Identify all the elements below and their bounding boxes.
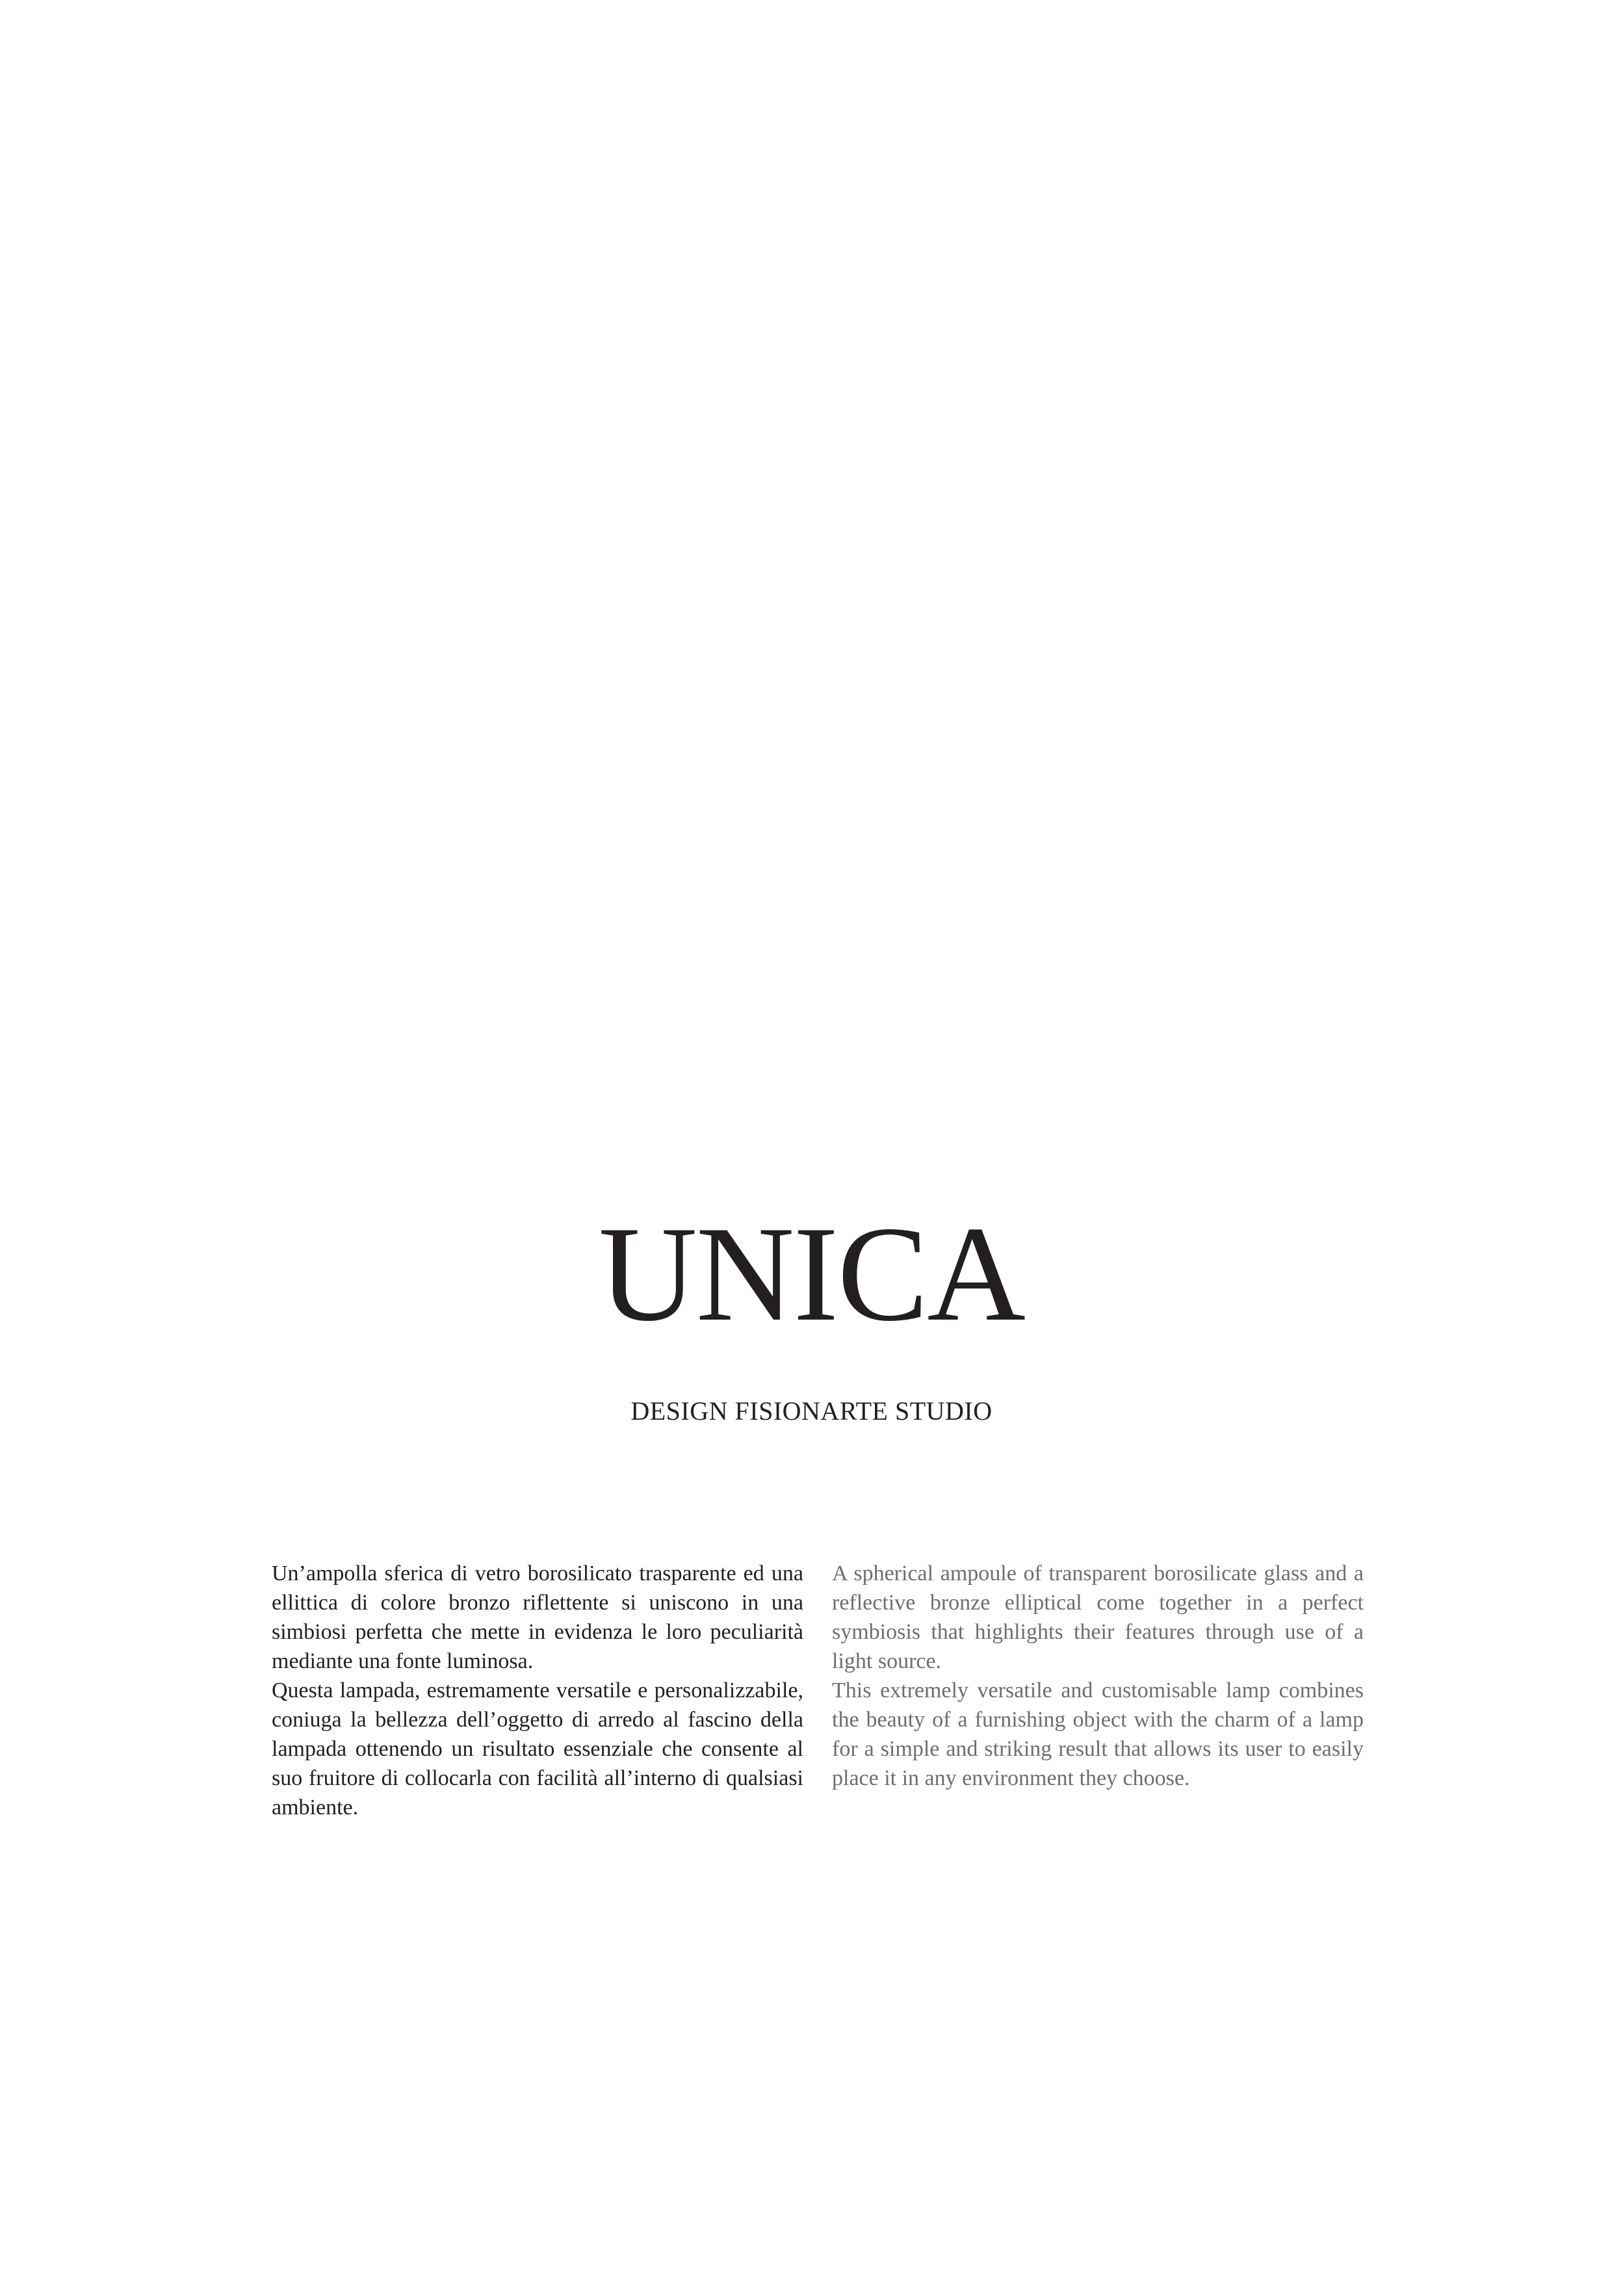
- description-italian-paragraph-2: Questa lampada, estremamente versatile e personalizzabile, coniuga la bellezza dell’oggetto di arredo al fascino della lampada ottenendo un risultato essenziale che consente al suo fruitore di collocarla con facilità all’interno di qualsiasi ambiente.: [272, 1678, 803, 1820]
- description-english-paragraph-1: A spherical ampoule of transparent borosilicate glass and a reflective bronze elliptical come together in a perfect symbiosis that highlights their features through use of a light source.: [832, 1561, 1364, 1673]
- description-italian: [272, 1559, 803, 1822]
- designer-credit: DESIGN FISIONARTE STUDIO: [630, 1396, 993, 1426]
- description-english: [832, 1559, 1364, 1793]
- description-italian-paragraph-1: Un’ampolla sferica di vetro borosilicato trasparente ed una ellittica di colore bronzo riflettente si uniscono in una simbiosi perfetta che mette in evidenza le loro peculiarità mediante una fonte luminosa.: [272, 1561, 803, 1673]
- product-title: UNICA: [599, 1199, 1024, 1350]
- description-english-paragraph-2: This extremely versatile and customisable lamp combines the beauty of a furnishing object with the charm of a lamp for a simple and striking result that allows its user to easily place it in any environment they choose.: [832, 1678, 1364, 1790]
